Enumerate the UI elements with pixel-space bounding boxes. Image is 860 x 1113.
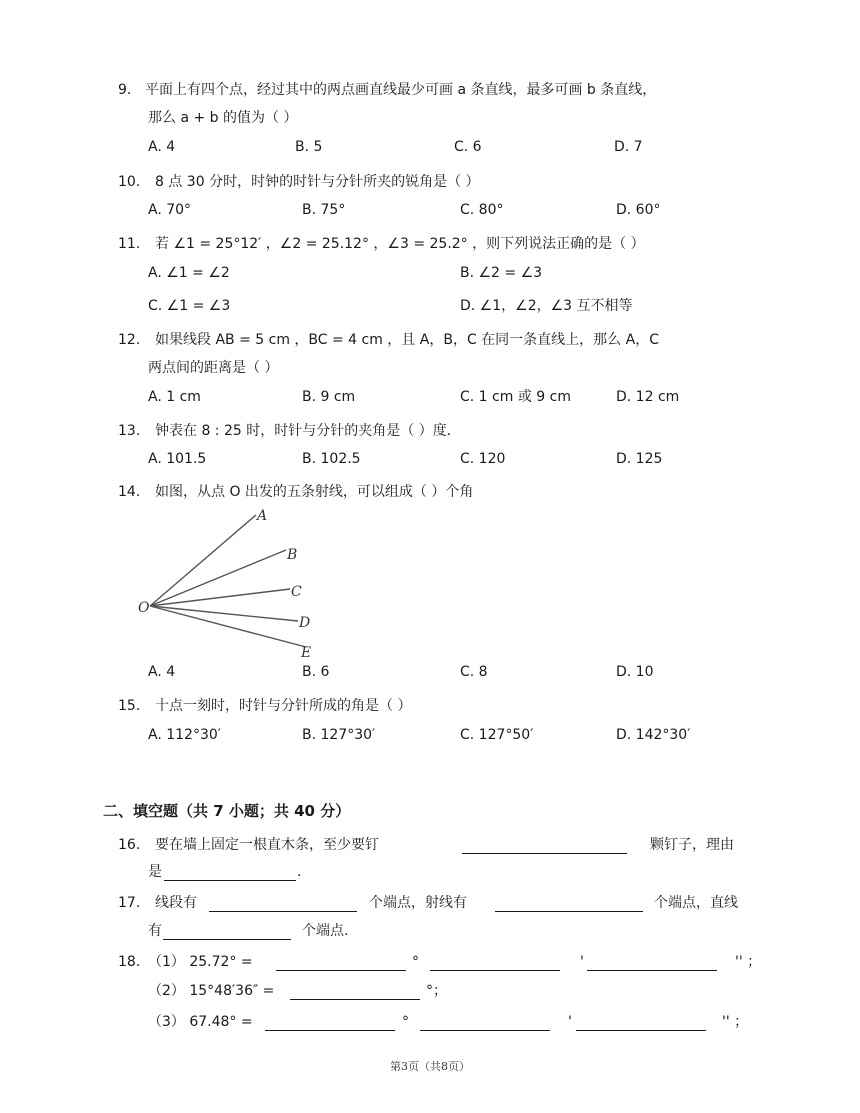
q18-part1-seconds-blank[interactable]	[587, 954, 717, 971]
section-heading: 二、填空题（共 7 小题；共 40 分）	[103, 802, 351, 820]
q18-part3-second-mark: '' ；	[722, 1014, 749, 1030]
q13-option-c[interactable]: C. 120	[460, 451, 506, 467]
ray-oe	[150, 606, 306, 647]
q11-option-b[interactable]: B. ∠2 = ∠3	[460, 265, 543, 281]
q9-option-a[interactable]: A. 4	[148, 139, 176, 155]
ray-oa	[150, 515, 256, 606]
q18-part1-minutes-blank[interactable]	[430, 954, 560, 971]
q10-option-d[interactable]: D. 60°	[616, 202, 661, 218]
q16-text-a: 要在墙上固定一根直木条，至少要钉	[155, 837, 379, 853]
q17-text-b: 个端点，射线有	[369, 895, 467, 911]
q12-number: 12.	[118, 332, 141, 348]
q13-text: 钟表在 8 : 25 时，时针与分针的夹角是（ ）度．	[155, 423, 461, 439]
q9-option-c[interactable]: C. 6	[454, 139, 482, 155]
page-footer: 第3页（共8页）	[390, 1060, 470, 1073]
q18-part3-label: （3） 67.48° =	[148, 1014, 253, 1030]
label-e: E	[301, 645, 312, 660]
q14-option-a[interactable]: A. 4	[148, 664, 176, 680]
q10-option-b[interactable]: B. 75°	[302, 202, 346, 218]
q12-text-line2: 两点间的距离是（ ）	[148, 360, 279, 376]
ray-od	[150, 606, 298, 621]
q11-text: 若 ∠1 = 25°12′ ，∠2 = 25.12° ，∠3 = 25.2° ，则下列说法正确的是（ ）	[155, 236, 645, 252]
q11-option-c[interactable]: C. ∠1 = ∠3	[148, 298, 231, 314]
q18-number: 18.	[118, 954, 141, 970]
label-o: O	[138, 600, 150, 616]
q13-option-a[interactable]: A. 101.5	[148, 451, 207, 467]
q18-part2-label: （2） 15°48′36″ =	[148, 983, 275, 999]
q18-part2-degrees-blank[interactable]	[290, 983, 420, 1000]
q12-option-c[interactable]: C. 1 cm 或 9 cm	[460, 389, 571, 405]
q13-option-b[interactable]: B. 102.5	[302, 451, 361, 467]
q18-part1-degree-mark: °	[412, 954, 419, 970]
q16-text-c: 是	[148, 864, 162, 880]
q14-option-d[interactable]: D. 10	[616, 664, 654, 680]
q9-option-d[interactable]: D. 7	[614, 139, 643, 155]
q11-option-a[interactable]: A. ∠1 = ∠2	[148, 265, 230, 281]
q10-option-c[interactable]: C. 80°	[460, 202, 504, 218]
q17-text-d: 有	[148, 923, 162, 939]
q13-option-d[interactable]: D. 125	[616, 451, 663, 467]
q16-text-b: 颗钉子，理由	[650, 837, 734, 853]
q17-blank-3[interactable]	[163, 923, 291, 940]
q18-part3-degree-mark: °	[402, 1014, 409, 1030]
q15-option-a[interactable]: A. 112°30′	[148, 727, 221, 743]
q9-text-line1: 平面上有四个点，经过其中的两点画直线最少可画 a 条直线，最多可画 b 条直线，	[145, 82, 657, 98]
q10-text: 8 点 30 分时，时钟的时针与分针所夹的锐角是（ ）	[155, 174, 480, 190]
q18-part1-second-mark: '' ；	[735, 954, 762, 970]
q15-option-d[interactable]: D. 142°30′	[616, 727, 691, 743]
q9-number: 9.	[118, 82, 132, 98]
q16-blank-2[interactable]	[164, 864, 296, 881]
q12-option-d[interactable]: D. 12 cm	[616, 389, 680, 405]
q17-text-c: 个端点，直线	[654, 895, 738, 911]
q16-blank-1[interactable]	[462, 837, 627, 854]
q14-option-b[interactable]: B. 6	[302, 664, 330, 680]
q17-text-a: 线段有	[155, 895, 197, 911]
q12-option-a[interactable]: A. 1 cm	[148, 389, 201, 405]
q12-text-line1: 如果线段 AB = 5 cm ，BC = 4 cm ，且 A，B，C 在同一条直线上，那么 A，C	[155, 332, 659, 348]
q18-part1-label: （1） 25.72° =	[148, 954, 253, 970]
q14-number: 14.	[118, 484, 141, 500]
q18-part3-seconds-blank[interactable]	[576, 1014, 706, 1031]
q15-text: 十点一刻时，时针与分针所成的角是（ ）	[155, 698, 412, 714]
label-b: B	[287, 547, 298, 563]
q17-text-e: 个端点.	[302, 923, 349, 939]
q17-blank-2[interactable]	[495, 895, 643, 912]
q18-part1-degrees-blank[interactable]	[276, 954, 406, 971]
q17-blank-1[interactable]	[209, 895, 357, 912]
q9-text-line2: 那么 a + b 的值为（ ）	[148, 110, 298, 126]
q10-option-a[interactable]: A. 70°	[148, 202, 192, 218]
q17-number: 17.	[118, 895, 141, 911]
q18-part1-minute-mark: '	[580, 954, 584, 970]
q14-text: 如图，从点 O 出发的五条射线，可以组成（ ）个角	[155, 484, 474, 500]
q14-option-c[interactable]: C. 8	[460, 664, 488, 680]
label-a: A	[257, 508, 268, 524]
q16-number: 16.	[118, 837, 141, 853]
q13-number: 13.	[118, 423, 141, 439]
q18-part3-minute-mark: '	[568, 1014, 572, 1030]
q11-number: 11.	[118, 236, 141, 252]
rays-figure	[130, 505, 330, 660]
q15-number: 15.	[118, 698, 141, 714]
q15-option-c[interactable]: C. 127°50′	[460, 727, 534, 743]
q12-option-b[interactable]: B. 9 cm	[302, 389, 356, 405]
q10-number: 10.	[118, 174, 141, 190]
q18-part2-degree-mark: °；	[426, 983, 447, 999]
q18-part3-minutes-blank[interactable]	[420, 1014, 550, 1031]
q16-text-d: .	[297, 864, 302, 880]
q9-option-b[interactable]: B. 5	[295, 139, 323, 155]
label-c: C	[291, 584, 302, 600]
q18-part3-degrees-blank[interactable]	[265, 1014, 395, 1031]
q15-option-b[interactable]: B. 127°30′	[302, 727, 376, 743]
label-d: D	[299, 615, 311, 631]
q11-option-d[interactable]: D. ∠1，∠2，∠3 互不相等	[460, 298, 633, 314]
